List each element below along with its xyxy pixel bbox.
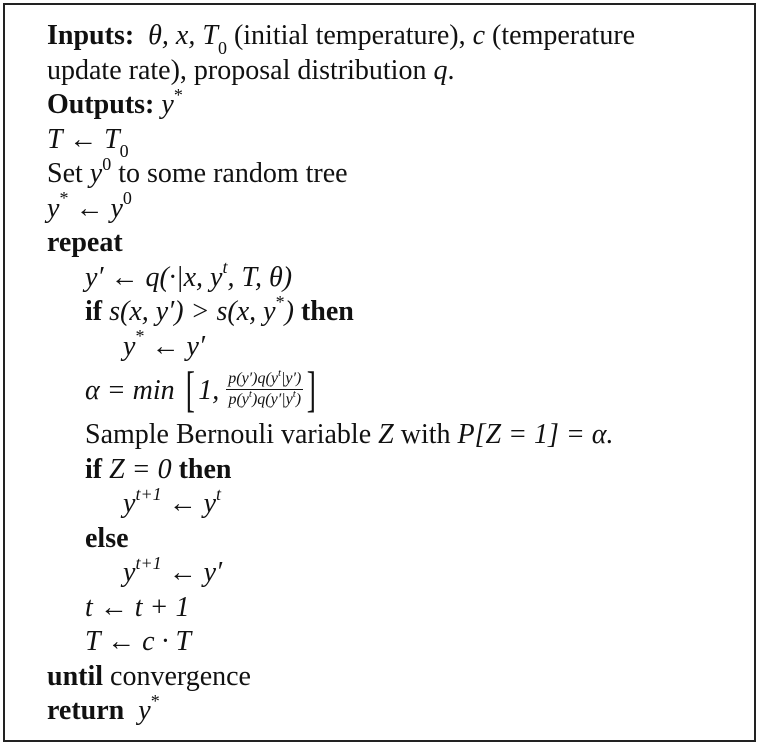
denominator-mid: )q(y′|y bbox=[251, 391, 293, 409]
sample-prob: P[Z = 1] = α. bbox=[457, 419, 614, 450]
algorithm-body bbox=[47, 19, 747, 729]
temp-init-sub: 0 bbox=[119, 141, 129, 162]
outputs-star: * bbox=[173, 84, 183, 105]
set-y0-sup: 0 bbox=[102, 153, 112, 174]
sample-text: Sample Bernouli variable bbox=[85, 419, 379, 450]
accept-lhs-var: y bbox=[123, 557, 136, 588]
alpha-line bbox=[47, 360, 747, 417]
numerator-sup: t bbox=[277, 366, 281, 379]
algorithm-box bbox=[3, 3, 756, 742]
inputs-line-2 bbox=[47, 54, 747, 89]
if-keyword-1: if bbox=[85, 296, 103, 327]
alpha-one: 1, bbox=[198, 375, 227, 406]
proposal-line bbox=[47, 257, 747, 296]
reject-assign-line bbox=[47, 483, 747, 522]
ystar-init-star: * bbox=[59, 188, 69, 209]
sample-line bbox=[47, 418, 747, 453]
proposal-sup: t bbox=[222, 257, 228, 278]
until-line bbox=[47, 660, 747, 695]
denominator-text: p(y bbox=[228, 391, 249, 409]
ystar-init-sup: 0 bbox=[122, 188, 132, 209]
then-keyword-2: then bbox=[178, 453, 232, 485]
ystar-update-rhs: ← y′ bbox=[144, 330, 205, 362]
sample-mid: with bbox=[393, 419, 458, 450]
alpha-lhs: α = min bbox=[85, 375, 175, 406]
outputs-var: y bbox=[161, 89, 174, 120]
outputs-label: Outputs: bbox=[47, 89, 155, 120]
accept-lhs-sup: t+1 bbox=[135, 552, 162, 573]
input-c-desc: (temperature bbox=[485, 20, 636, 51]
z-condition: Z = 0 bbox=[109, 453, 172, 485]
accept-assign-line bbox=[47, 552, 747, 591]
denominator-sup-2: t bbox=[292, 387, 296, 400]
outputs-line bbox=[47, 84, 747, 123]
inputs-line2-end: . bbox=[447, 54, 455, 86]
numerator-end: |y′) bbox=[281, 370, 302, 388]
input-vars: θ, x, T bbox=[148, 20, 218, 51]
sample-var: Z bbox=[378, 419, 394, 450]
reject-rhs-sup: t bbox=[216, 483, 222, 504]
reject-lhs-var: y bbox=[123, 488, 136, 519]
ystar-init-mid: ← y bbox=[68, 192, 123, 224]
proposal-lhs: y′ ← q(·|x, y bbox=[85, 261, 223, 293]
temp-update-line: T ← c · T bbox=[85, 626, 192, 657]
reject-rhs: ← y bbox=[161, 488, 217, 519]
inputs-line-1 bbox=[47, 19, 741, 58]
right-bracket: ] bbox=[307, 360, 317, 417]
temp-init-line bbox=[47, 123, 747, 162]
repeat-keyword: repeat bbox=[47, 227, 123, 258]
inputs-q-var: q bbox=[433, 54, 448, 86]
score-condition: s(x, y′) > s(x, y bbox=[109, 296, 276, 327]
score-condition-star: * bbox=[275, 291, 285, 312]
return-star: * bbox=[150, 690, 160, 711]
ystar-init-var: y bbox=[47, 192, 60, 224]
fraction-denominator bbox=[226, 387, 303, 409]
set-y0-pre: Set bbox=[47, 158, 90, 189]
then-keyword-1: then bbox=[300, 296, 354, 327]
return-var: y bbox=[138, 695, 151, 726]
inputs-line2-text: update rate), proposal distribution bbox=[47, 54, 434, 86]
denominator-sup-1: t bbox=[248, 387, 252, 400]
inputs-label: Inputs: bbox=[47, 20, 135, 51]
ystar-update-var: y bbox=[123, 330, 136, 362]
accept-rhs: ← y′ bbox=[161, 557, 223, 588]
if-z-line bbox=[47, 453, 747, 488]
if-keyword-2: if bbox=[85, 453, 103, 485]
set-y0-var: y bbox=[89, 158, 103, 189]
set-y0-line bbox=[47, 153, 747, 192]
fraction-numerator bbox=[226, 366, 303, 390]
ystar-init-line bbox=[47, 188, 747, 227]
input-t0-sub: 0 bbox=[217, 37, 227, 58]
return-line bbox=[47, 690, 747, 729]
input-t0-desc: (initial temperature), bbox=[226, 20, 473, 51]
until-keyword: until bbox=[47, 660, 104, 692]
denominator-end: ) bbox=[295, 391, 302, 409]
score-condition-end: ) bbox=[284, 296, 294, 327]
ystar-update-line bbox=[47, 326, 747, 365]
input-c-var: c bbox=[472, 20, 486, 51]
if-score-line bbox=[47, 291, 747, 330]
t-increment-line: t ← t + 1 bbox=[85, 591, 190, 623]
ystar-update-star: * bbox=[135, 326, 145, 347]
acceptance-fraction bbox=[226, 366, 303, 409]
set-y0-post: to some random tree bbox=[111, 158, 348, 189]
until-text: convergence bbox=[103, 660, 251, 692]
proposal-rhs: , T, θ) bbox=[227, 261, 293, 293]
reject-lhs-sup: t+1 bbox=[135, 483, 162, 504]
temp-init: T ← T bbox=[47, 123, 120, 155]
numerator-text: p(y′)q(y bbox=[228, 370, 278, 388]
return-keyword: return bbox=[47, 695, 125, 726]
left-bracket: [ bbox=[185, 360, 195, 417]
else-keyword: else bbox=[85, 522, 129, 554]
